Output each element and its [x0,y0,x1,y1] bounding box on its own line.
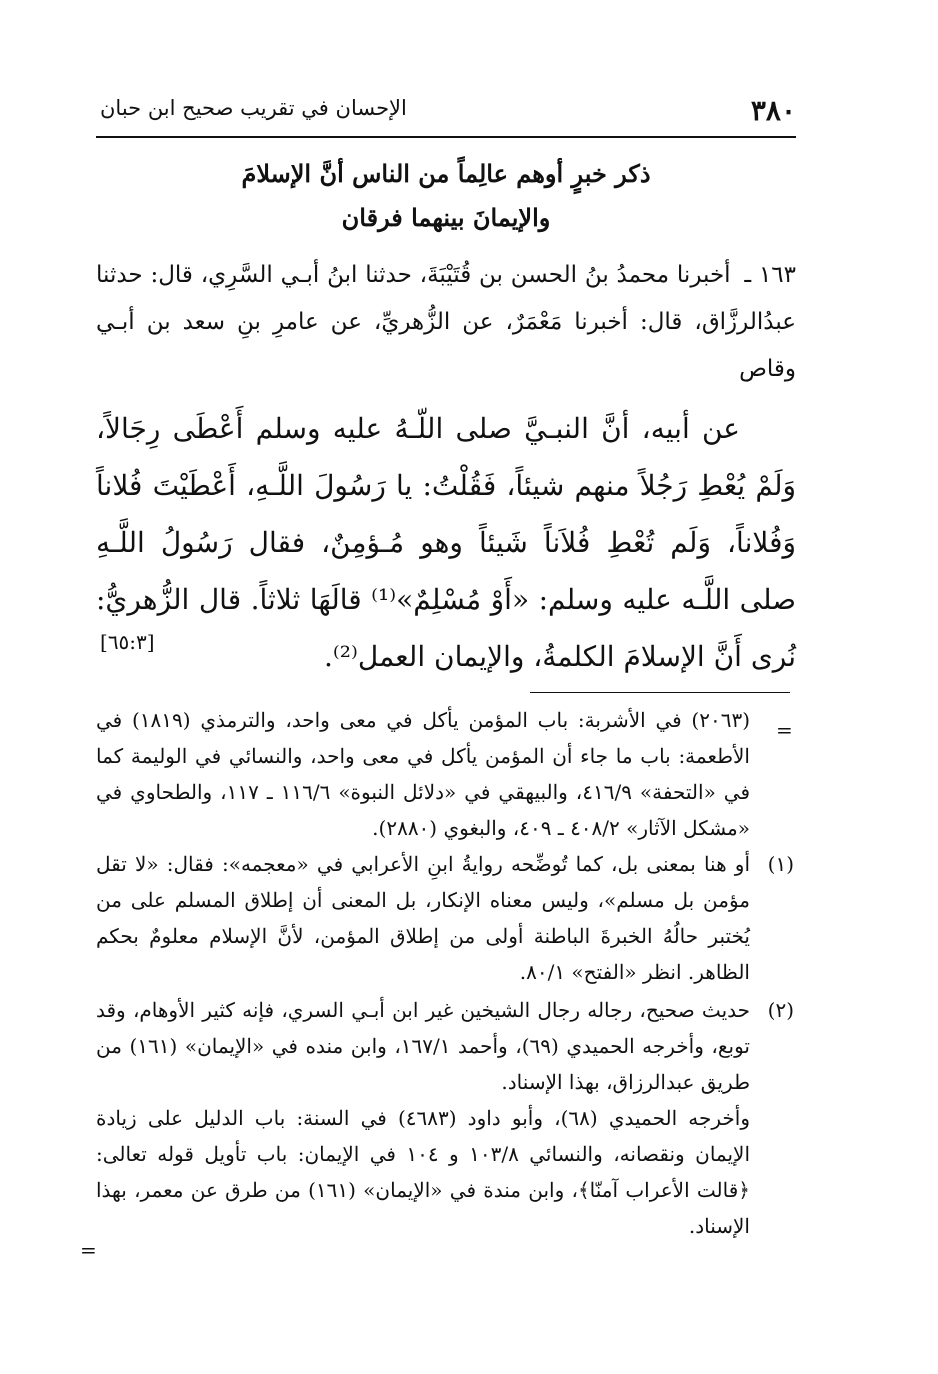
footnote-2 [96,992,796,1100]
page-header [96,86,796,138]
footnote-2-continued: وأخرجه الحميدي (٦٨)، وأبو داود (٤٦٨٣) في السنة: باب الدليل على زيادة الإيمان ونقصانه، والنسائي ١٠٣/٨ و ١٠٤ في الإيمان: باب تأويل قوله تعالى: ﴿قالت الأعراب آمنّا﴾، وابن مندة في «الإيمان» (١٦١) من طرق عن معمر، بهذا الإسناد. [96,1106,751,1238]
chapter-heading [96,152,796,240]
hadith-isnad: أخبرنا محمدُ بنُ الحسن بن قُتَيْبَةَ، حدثنا ابنُ أبـي السَّرِي، قال: حدثنا عبدُالرزَّاق، قال: أخبرنا مَعْمَرٌ، عن الزُّهريِّ، عن عامرِ بنِ سعد بن أبـي وقاص [96,262,796,382]
footnote-2-mark: (٢) [767,998,794,1022]
footnote-2-text: حديث صحيح، رجاله رجال الشيخين غير ابن أبـي السري، فإنه كثير الأوهام، وقد توبع، وأخرجه الحميدي (٦٩)، وأحمد ١٦٧/١، وابن منده في «الإيمان» (١٦١) من طريق عبدالرزاق، بهذا الإسناد. [96,998,750,1094]
running-title: الإحسان في تقريب صحيح ابن حبان [100,96,407,120]
end-continuation-mark: = [80,1238,97,1262]
footnote-1 [96,846,796,990]
heading-line-1: ذكر خبرٍ أوهم عالِماً من الناس أنَّ الإسلامَ [241,159,651,188]
heading-line-2: والإيمانَ بينهما فرقان [341,203,551,232]
hadith-matn: عن أبيه، أنَّ النبـيَّ صلى اللّـهُ عليه وسلم أَعْطَى رِجَالاً، وَلَمْ يُعْطِ رَجُلاً منهم شيئاً، فَقُلْتُ: يا رَسُولَ اللَّـهِ، أَعْطَيْتَ فُلاناً وَفُلاناً، وَلَم تُعْطِ فُلاَناً شَيئاً وهو مُـؤمِنٌ، فقال رَسُولُ اللَّـهِ صلى اللَّـه عليه وسلم: «أَوْ مُسْلِمٌ»⁽¹⁾ قالَهَا ثلاثاً. قال الزُّهريُّ: نُرى أَنَّ الإسلامَ الكلمةُ، والإيمان العمل⁽²⁾. [96,412,797,673]
continuation-mark: = [776,718,793,742]
footnote-1-mark: (١) [767,852,794,876]
hadith-chain [96,252,796,393]
hadith-reference: [٦٥:٣] [100,630,155,654]
footnote-1-text: أو هنا بمعنى بل، كما تُوضِّحه روايةُ ابنِ الأعرابي في «معجمه»: فقال: «لا تقل مؤمن بل مسلم»، وليس معناه الإنكار، بل المعنى أن إطلاق المسلم على من يُختبر حالُهُ الخبرةَ الباطنة أولى من إطلاق المؤمن، لأنَّ الإسلام معلومٌ بحكم الظاهر. انظر «الفتح» ٨٠/١. [96,852,750,984]
footnote-divider [530,692,790,693]
page-number: ٣٨٠ [750,94,796,127]
footnote-continuation: (٢٠٦٣) في الأشربة: باب المؤمن يأكل في معى واحد، والترمذي (١٨١٩) في الأطعمة: باب ما جاء أن المؤمن يأكل في معى واحد، والنسائي في الوليمة كما في «التحفة» ٤١٦/٩، والبيهقي في «دلائل النبوة» ١١٦/٦ ـ ١١٧، والطحاوي في «مشكل الآثار» ٤٠٨/٢ ـ ٤٠٩، والبغوي (٢٨٨٠). [96,708,751,840]
footnotes [96,702,796,1244]
hadith-text [96,400,796,685]
hadith-number: ١٦٣ ـ [744,262,796,288]
